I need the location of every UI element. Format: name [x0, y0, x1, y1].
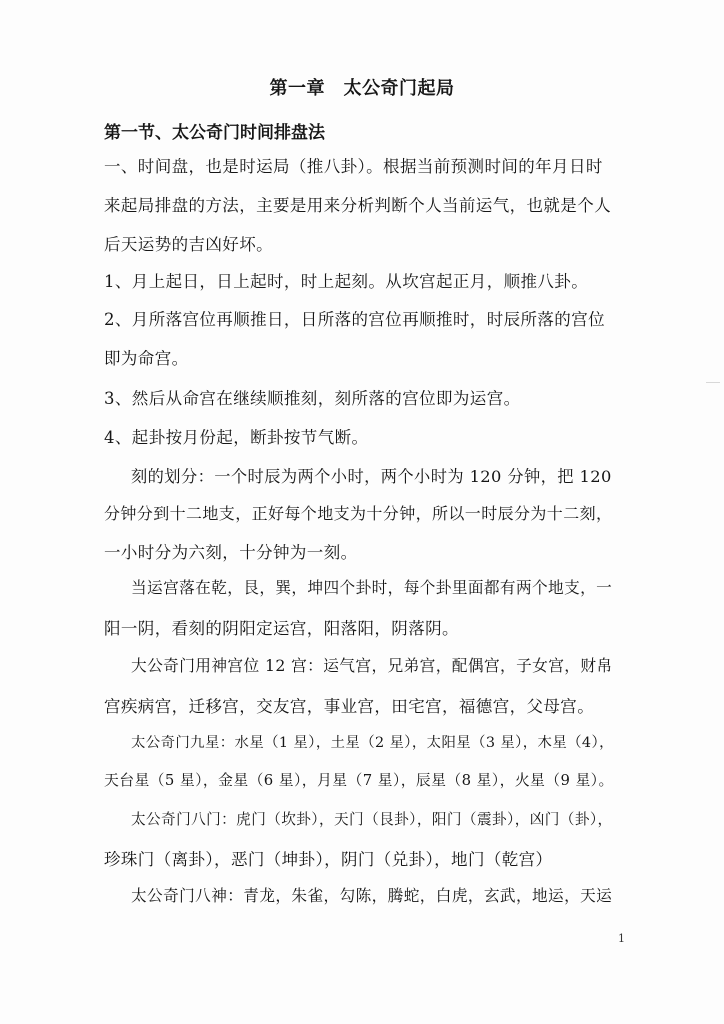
- paragraph-line: 大公奇门用神宫位 12 宫：运气宫，兄弟宫，配偶宫，子女宫，财帛: [131, 656, 613, 675]
- paragraph-line: 阳一阴，看刻的阴阳定运宫，阳落阳，阴落阴。: [104, 619, 459, 638]
- paragraph-line: 分钟分到十二地支，正好每个地支为十分钟，所以一时辰分为十二刻，: [104, 504, 613, 523]
- paragraph-line: 一、时间盘，也是时运局（推八卦）。根据当前预测时间的年月日时: [104, 157, 603, 176]
- section-title: 第一节、太公奇门时间排盘法: [104, 123, 325, 143]
- paragraph-line: 太公奇门九星：水星（1 星），土星（2 星），太阳星（3 星），木星（4），: [131, 735, 614, 751]
- paragraph-line: 当运宫落在乾，艮，巽，坤四个卦时，每个卦里面都有两个地支，一: [131, 578, 613, 597]
- paragraph-line: 4、起卦按月份起，断卦按节气断。: [104, 428, 369, 447]
- paragraph-line: 太公奇门八神：青龙，朱雀，勾陈，腾蛇，白虎，玄武，地运，天运: [131, 886, 613, 905]
- paragraph-line: 来起局排盘的方法，主要是用来分析判断个人当前运气，也就是个人: [104, 196, 611, 215]
- scan-edge-mark: [706, 382, 720, 383]
- paragraph-line: 宫疾病宫，迁移宫，交友宫，事业宫，田宅宫，福德宫，父母宫。: [104, 697, 595, 716]
- paragraph-line: 天台星（5 星），金星（6 星），月星（7 星），辰星（8 星），火星（9 星）。: [104, 772, 614, 789]
- paragraph-line: 太公奇门八门：虎门（坎卦），天门（艮卦），阳门（震卦），凶门（卦），: [131, 811, 613, 828]
- paragraph-line: 即为命宫。: [104, 349, 189, 368]
- paragraph-line: 1、月上起日，日上起时，时上起刻。从坎宫起正月，顺推八卦。: [104, 272, 589, 291]
- paragraph-line: 2、月所落宫位再顺推日，日所落的宫位再顺推时，时辰所落的宫位: [104, 310, 605, 329]
- paragraph-line: 3、然后从命宫在继续顺推刻，刻所落的宫位即为运宫。: [104, 389, 521, 408]
- paragraph-line: 后天运势的吉凶好坏。: [104, 235, 273, 254]
- paragraph-line: 珍珠门（离卦），恶门（坤卦），阴门（兑卦），地门（乾宫）: [104, 850, 553, 869]
- chapter-title: 第一章 太公奇门起局: [269, 78, 455, 99]
- page-number: 1: [618, 932, 625, 945]
- paragraph-line: 刻的划分：一个时辰为两个小时，两个小时为 120 分钟，把 120: [131, 467, 612, 486]
- paragraph-line: 一小时分为六刻，十分钟为一刻。: [104, 543, 358, 562]
